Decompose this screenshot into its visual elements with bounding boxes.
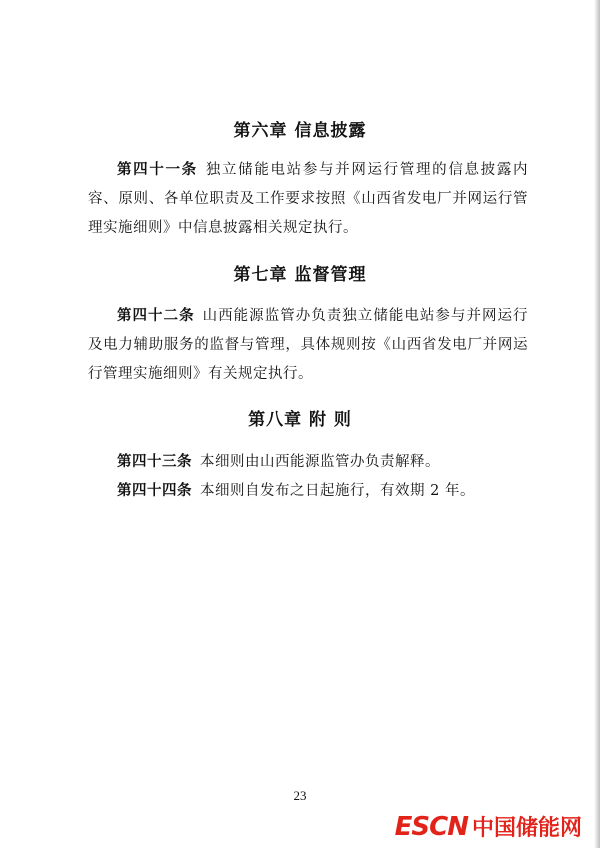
article-41 bbox=[88, 156, 528, 243]
watermark-chinese: 中国储能网 bbox=[471, 816, 582, 841]
escn-watermark-logo bbox=[395, 811, 582, 842]
article-44-number: 第四十四条 bbox=[117, 483, 192, 499]
article-42-number: 第四十二条 bbox=[117, 308, 195, 324]
watermark-latin: ESCN bbox=[394, 812, 468, 842]
chapter-7-heading: 第七章 监督管理 bbox=[233, 265, 367, 285]
article-42 bbox=[88, 302, 528, 389]
chapter-6-heading: 第六章 信息披露 bbox=[233, 121, 367, 141]
page-number: 23 bbox=[293, 788, 307, 803]
article-43-number: 第四十三条 bbox=[117, 454, 192, 470]
article-44-text: 本细则自发布之日起施行，有效期 2 年。 bbox=[200, 483, 475, 499]
article-43-text: 本细则由山西能源监管办负责解释。 bbox=[200, 454, 440, 470]
article-41-text: 独立储能电站参与并网运行管理的信息披露内容、原则、各单位职责及工作要求按照《山西省发电厂并网运行管理实施细则》中信息披露相关规定执行。 bbox=[88, 162, 529, 236]
chapter-8-heading: 第八章 附 则 bbox=[248, 410, 352, 430]
article-43 bbox=[88, 448, 528, 477]
article-42-text: 山西能源监管办负责独立储能电站参与并网运行及电力辅助服务的监督与管理，具体规则按《山西省发电厂并网运行管理实施细则》有关规定执行。 bbox=[88, 308, 529, 382]
article-44 bbox=[88, 477, 528, 506]
article-41-number: 第四十一条 bbox=[117, 162, 198, 178]
